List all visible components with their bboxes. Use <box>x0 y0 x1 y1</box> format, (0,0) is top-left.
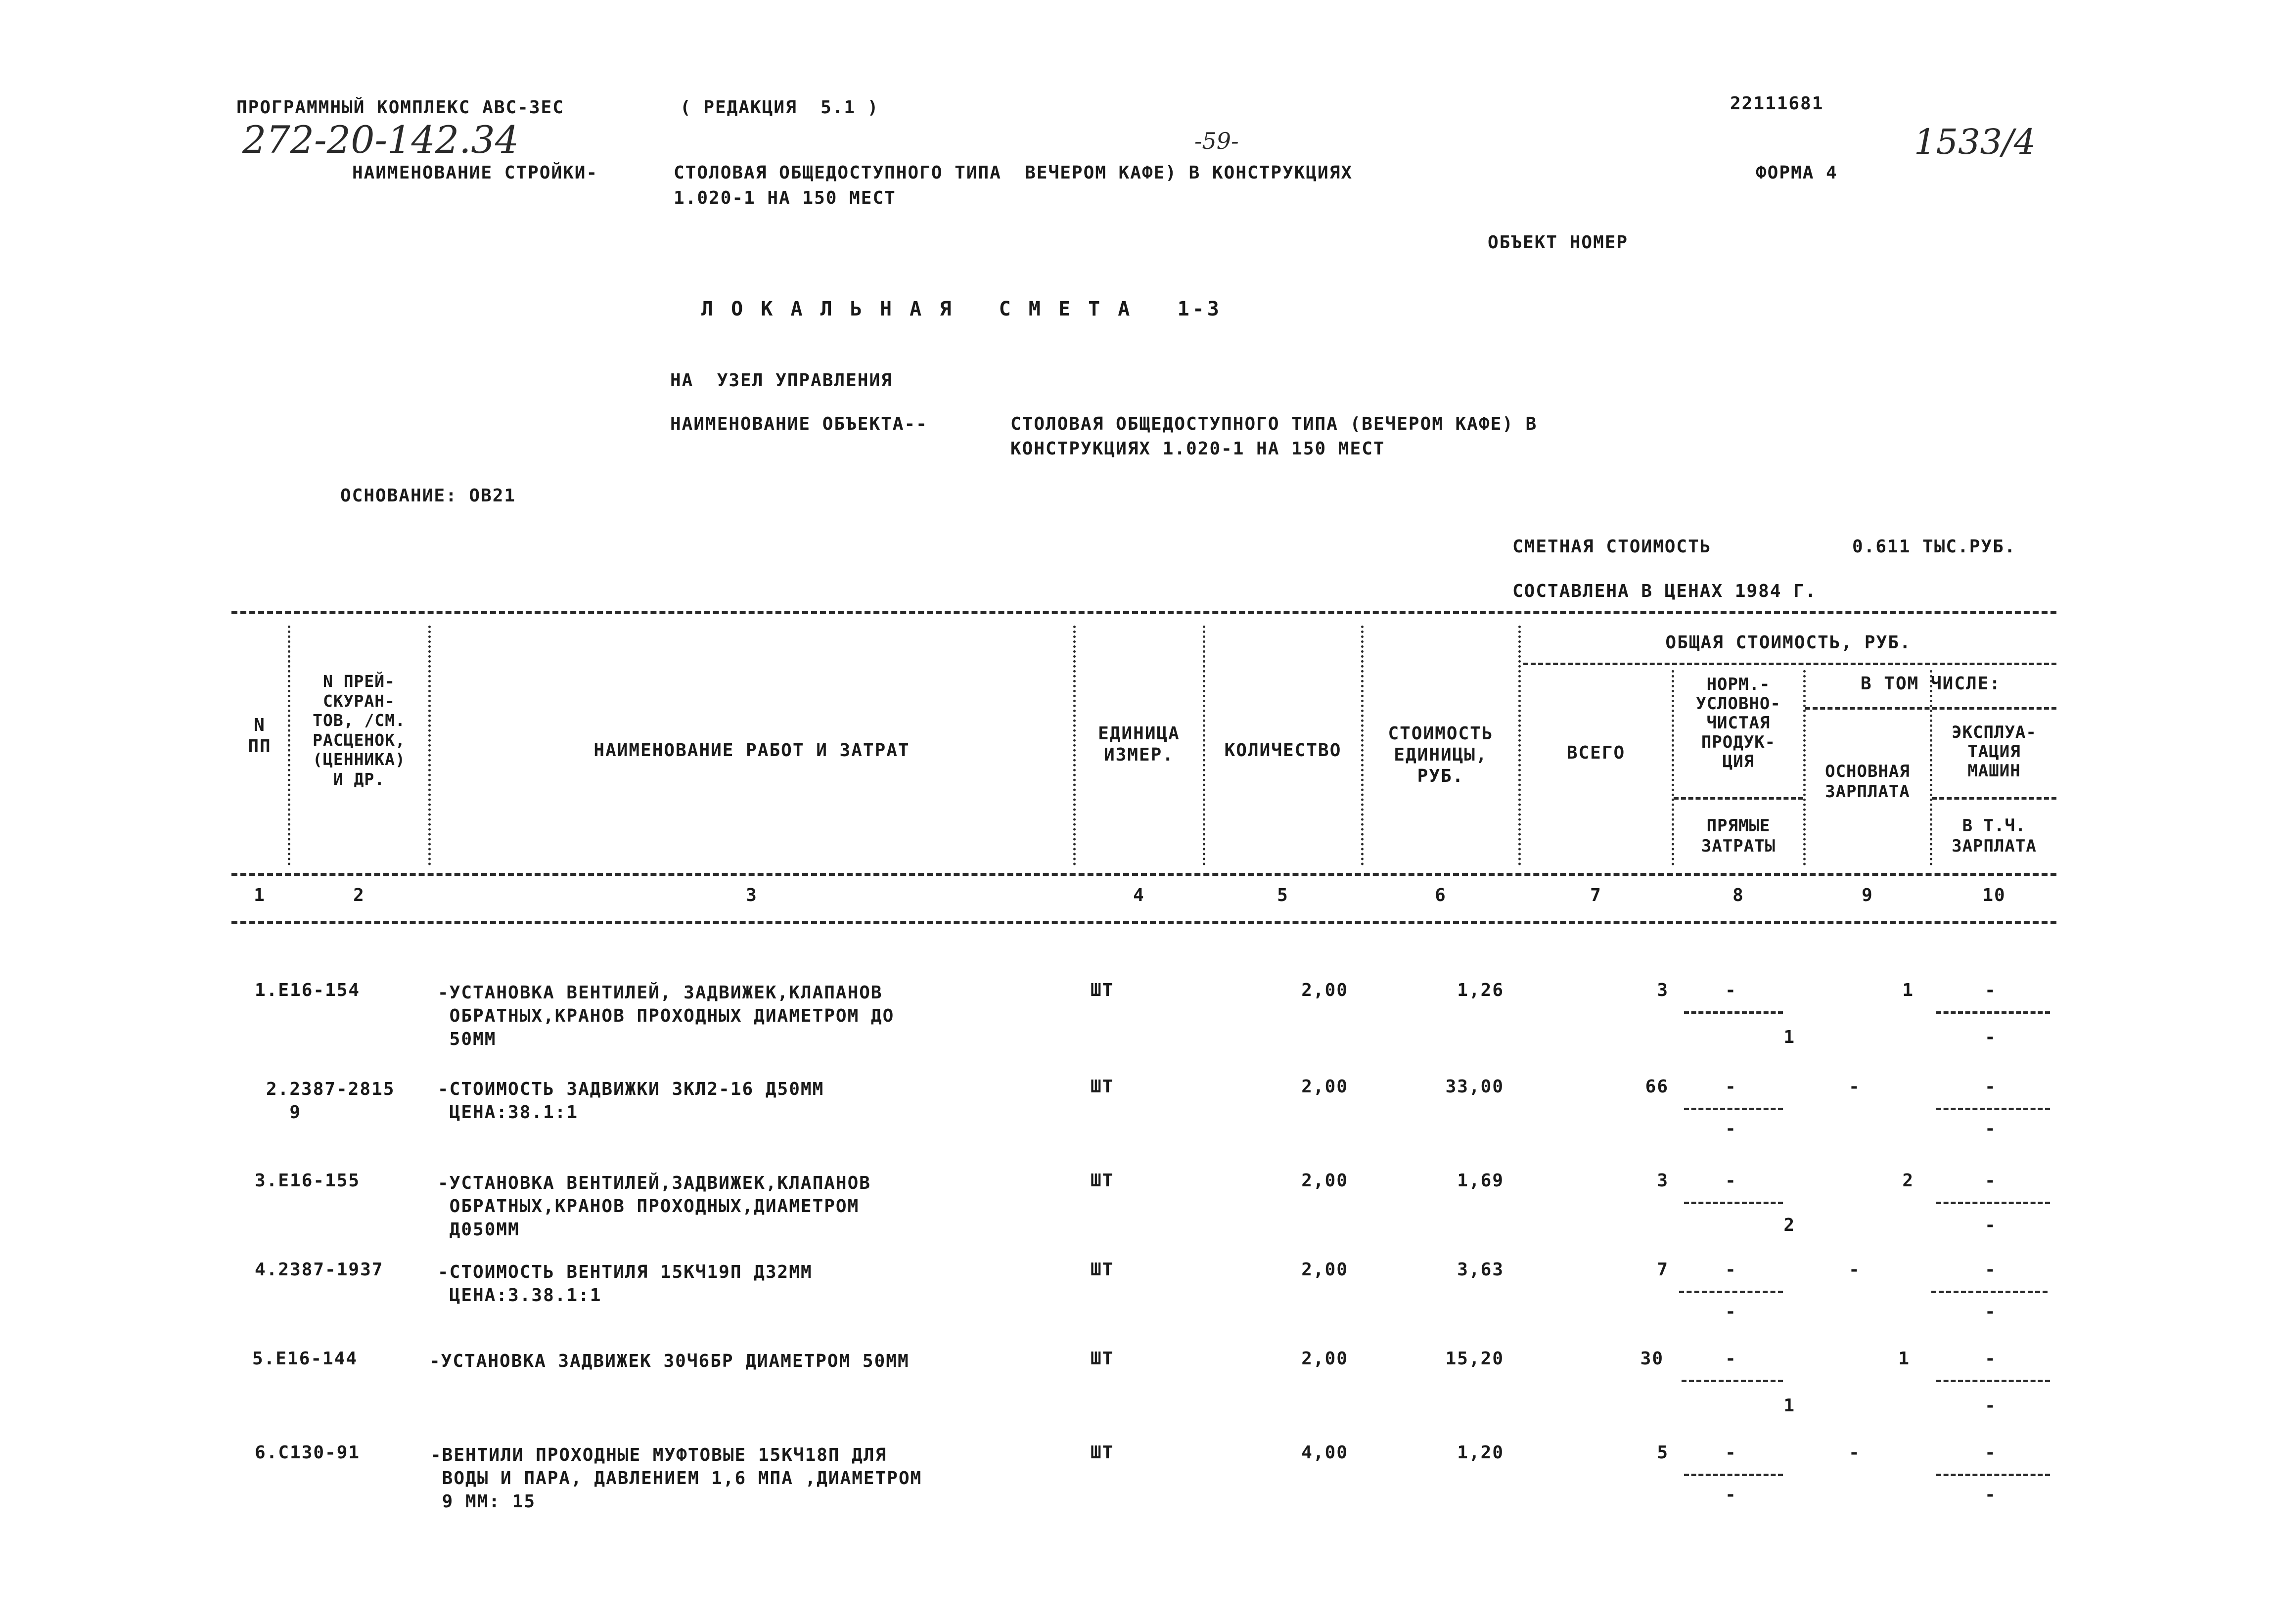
estimated-cost-value: 0.611 ТЫС.РУБ. <box>1852 537 2016 557</box>
fraction-line <box>1936 1108 2050 1110</box>
row-c10-bottom: - <box>1985 1485 1997 1505</box>
row-c10-bottom: - <box>1985 1027 1997 1047</box>
row-price: 1,26 <box>1457 980 1504 1000</box>
header-c1: N ПП <box>248 715 272 757</box>
handwritten-sheet: 1533/4 <box>1914 122 2036 162</box>
row-c10-top: - <box>1985 1443 1997 1463</box>
row-c8-bottom: - <box>1725 1302 1737 1322</box>
handwritten-number: 272-20-142.34 <box>242 118 519 162</box>
fraction-line <box>1679 1291 1783 1293</box>
fraction-line <box>1684 1474 1783 1476</box>
col-number: 3 <box>746 885 758 905</box>
row-qty: 2,00 <box>1301 1260 1348 1280</box>
row-price: 33,00 <box>1445 1077 1504 1097</box>
row-price: 15,20 <box>1445 1349 1504 1369</box>
row-c8-top: - <box>1725 1077 1737 1097</box>
header-c8-top: НОРМ.- УСЛОВНО- ЧИСТАЯ ПРОДУК- ЦИЯ <box>1696 675 1781 772</box>
col-number: 8 <box>1732 885 1744 905</box>
fraction-line <box>1684 1108 1783 1110</box>
header-c7: ВСЕГО <box>1566 743 1626 763</box>
col-number: 4 <box>1133 885 1145 905</box>
row-unit: ШТ <box>1091 1260 1114 1280</box>
col-number: 10 <box>1982 885 2006 905</box>
prices-line: СОСТАВЛЕНА В ЦЕНАХ 1984 Г. <box>1512 581 1817 601</box>
edition: ( РЕДАКЦИЯ 5.1 ) <box>680 97 879 118</box>
row-desc: -ВЕНТИЛИ ПРОХОДНЫЕ МУФТОВЫЕ 15КЧ18П ДЛЯ ВОДЫ И ПАРА, ДАВЛЕНИЕМ 1,6 МПА ,ДИАМЕТРОМ 9 ММ: 15 <box>430 1445 922 1512</box>
header-c4: ЕДИНИЦА ИЗМЕР. <box>1098 723 1180 766</box>
row-c10-top: - <box>1985 1260 1997 1280</box>
group-rule <box>1523 663 2056 665</box>
form-label: ФОРМА 4 <box>1756 163 1838 183</box>
row-total: 3 <box>1657 1171 1669 1191</box>
row-total: 5 <box>1657 1443 1669 1463</box>
object-name-line2: КОНСТРУКЦИЯХ 1.020-1 НА 150 МЕСТ <box>1010 439 1385 459</box>
row-c10-bottom: - <box>1985 1215 1997 1235</box>
row-c10-bottom: - <box>1985 1396 1997 1416</box>
col-number: 7 <box>1590 885 1602 905</box>
header-c2: N ПРЕЙ- СКУРАН- ТОВ, /СМ. РАСЦЕНОК, (ЦЕННИКА) И ДР. <box>313 672 406 789</box>
row-c8-top: - <box>1725 1260 1737 1280</box>
row-code: 5.Е16-144 <box>252 1349 358 1369</box>
fraction-line <box>1936 1380 2050 1382</box>
row-c10-top: - <box>1985 1171 1997 1191</box>
row-c9: 1 <box>1898 1349 1910 1369</box>
object-name-label: НАИМЕНОВАНИЕ ОБЪЕКТА-- <box>670 414 928 434</box>
row-c8-bottom: - <box>1725 1119 1737 1139</box>
row-c9: - <box>1849 1443 1861 1463</box>
col-number: 2 <box>353 885 365 905</box>
row-price: 3,63 <box>1457 1260 1504 1280</box>
page-title: Л О К А Л Ь Н А Я С М Е Т А 1-3 <box>701 298 1222 320</box>
row-unit: ШТ <box>1091 1077 1114 1097</box>
header-c10-top: ЭКСПЛУА- ТАЦИЯ МАШИН <box>1952 722 2037 781</box>
page-number: -59- <box>1194 128 1239 154</box>
row-qty: 2,00 <box>1301 1077 1348 1097</box>
row-unit: ШТ <box>1091 980 1114 1000</box>
row-code: 6.С130-91 <box>255 1443 361 1463</box>
row-qty: 2,00 <box>1301 980 1348 1000</box>
row-unit: ШТ <box>1091 1443 1114 1463</box>
row-qty: 2,00 <box>1301 1171 1348 1191</box>
estimated-cost-label: СМЕТНАЯ СТОИМОСТЬ <box>1512 537 1712 557</box>
building-name-label: НАИМЕНОВАНИЕ СТРОЙКИ- <box>352 163 598 183</box>
header-c10-bottom: В Т.Ч. ЗАРПЛАТА <box>1952 816 2037 856</box>
row-code: 1.Е16-154 <box>255 980 361 1000</box>
header-bottom-rule <box>231 873 2056 876</box>
row-c8-bottom: - <box>1725 1485 1737 1505</box>
header-c5: КОЛИЧЕСТВО <box>1224 740 1342 761</box>
header-incl: В ТОМ ЧИСЛЕ: <box>1860 674 2002 694</box>
row-qty: 2,00 <box>1301 1349 1348 1369</box>
fraction-line <box>1936 1474 2050 1476</box>
row-c9: 2 <box>1902 1171 1914 1191</box>
row-unit: ШТ <box>1091 1349 1114 1369</box>
fraction-line <box>1936 1011 2050 1014</box>
row-total: 30 <box>1640 1349 1664 1369</box>
col-number: 5 <box>1277 885 1289 905</box>
basis: ОСНОВАНИЕ: ОВ21 <box>340 486 516 506</box>
incl-rule <box>1805 707 2056 710</box>
row-desc: -УСТАНОВКА ЗАДВИЖЕК 30Ч6БР ДИАМЕТРОМ 50ММ <box>429 1351 910 1371</box>
row-c10-bottom: - <box>1985 1119 1997 1139</box>
program-line: ПРОГРАММНЫЙ КОМПЛЕКС АВС-ЗЕС <box>236 97 564 118</box>
row-desc: -УСТАНОВКА ВЕНТИЛЕЙ,ЗАДВИЖЕК,КЛАПАНОВ ОБРАТНЫХ,КРАНОВ ПРОХОДНЫХ,ДИАМЕТРОМ Д050ММ <box>438 1173 871 1240</box>
row-code: 3.Е16-155 <box>255 1171 361 1191</box>
row-c8-top: - <box>1725 1171 1737 1191</box>
row-price: 1,20 <box>1457 1443 1504 1463</box>
c8-split-rule <box>1674 797 1803 800</box>
row-total: 3 <box>1657 980 1669 1000</box>
row-price: 1,69 <box>1457 1171 1504 1191</box>
row-c8-top: - <box>1725 1443 1737 1463</box>
row-c10-top: - <box>1985 1077 1997 1097</box>
c10-split-rule <box>1932 797 2056 800</box>
fraction-line <box>1684 1202 1783 1204</box>
row-c8-bottom: 1 <box>1783 1027 1795 1047</box>
header-c8-bottom: ПРЯМЫЕ ЗАТРАТЫ <box>1701 816 1776 856</box>
building-name-line1: СТОЛОВАЯ ОБЩЕДОСТУПНОГО ТИПА ВЕЧЕРОМ КАФЕ) В КОНСТРУКЦИЯХ <box>674 163 1353 183</box>
row-code: 2.2387-2815 9 <box>266 1079 395 1123</box>
row-c10-bottom: - <box>1985 1302 1997 1322</box>
col-number: 9 <box>1862 885 1873 905</box>
row-desc: -СТОИМОСТЬ ВЕНТИЛЯ 15КЧ19П Д32ММ ЦЕНА:3.38.1:1 <box>438 1262 813 1306</box>
row-qty: 4,00 <box>1301 1443 1348 1463</box>
row-c8-top: - <box>1725 980 1737 1000</box>
row-desc: -УСТАНОВКА ВЕНТИЛЕЙ, ЗАДВИЖЕК,КЛАПАНОВ ОБРАТНЫХ,КРАНОВ ПРОХОДНЫХ ДИАМЕТРОМ ДО 50ММ <box>438 983 895 1049</box>
row-c9: - <box>1849 1077 1861 1097</box>
doc-code: 22111681 <box>1730 93 1824 114</box>
fraction-line <box>1936 1202 2050 1204</box>
row-total: 66 <box>1645 1077 1669 1097</box>
row-c9: - <box>1849 1260 1861 1280</box>
header-c3: НАИМЕНОВАНИЕ РАБОТ И ЗАТРАТ <box>593 740 910 761</box>
object-name-line1: СТОЛОВАЯ ОБЩЕДОСТУПНОГО ТИПА (ВЕЧЕРОМ КАФЕ) В <box>1010 414 1538 434</box>
row-desc: -СТОИМОСТЬ ЗАДВИЖКИ ЗКЛ2-16 Д50ММ ЦЕНА:38.1:1 <box>438 1079 824 1123</box>
subject: НА УЗЕЛ УПРАВЛЕНИЯ <box>670 370 893 391</box>
row-c10-top: - <box>1985 1349 1997 1369</box>
row-unit: ШТ <box>1091 1171 1114 1191</box>
header-c9: ОСНОВНАЯ ЗАРПЛАТА <box>1825 762 1910 802</box>
header-group: ОБЩАЯ СТОИМОСТЬ, РУБ. <box>1665 632 1912 653</box>
row-c8-bottom: 1 <box>1783 1396 1795 1416</box>
col-number: 6 <box>1435 885 1447 905</box>
row-c8-top: - <box>1725 1349 1737 1369</box>
fraction-line <box>1684 1011 1783 1014</box>
row-c8-bottom: 2 <box>1783 1215 1795 1235</box>
fraction-line <box>1931 1291 2048 1293</box>
col-number: 1 <box>254 885 266 905</box>
building-name-line2: 1.020-1 НА 150 МЕСТ <box>674 188 896 208</box>
numbers-bottom-rule <box>231 921 2056 924</box>
header-c6: СТОИМОСТЬ ЕДИНИЦЫ, РУБ. <box>1388 723 1494 787</box>
row-c10-top: - <box>1985 980 1997 1000</box>
row-code: 4.2387-1937 <box>255 1260 384 1280</box>
table-top-rule <box>231 611 2056 614</box>
row-total: 7 <box>1657 1260 1669 1280</box>
fraction-line <box>1682 1380 1783 1382</box>
row-c9: 1 <box>1902 980 1914 1000</box>
object-number-label: ОБЪЕКТ НОМЕР <box>1488 232 1629 253</box>
